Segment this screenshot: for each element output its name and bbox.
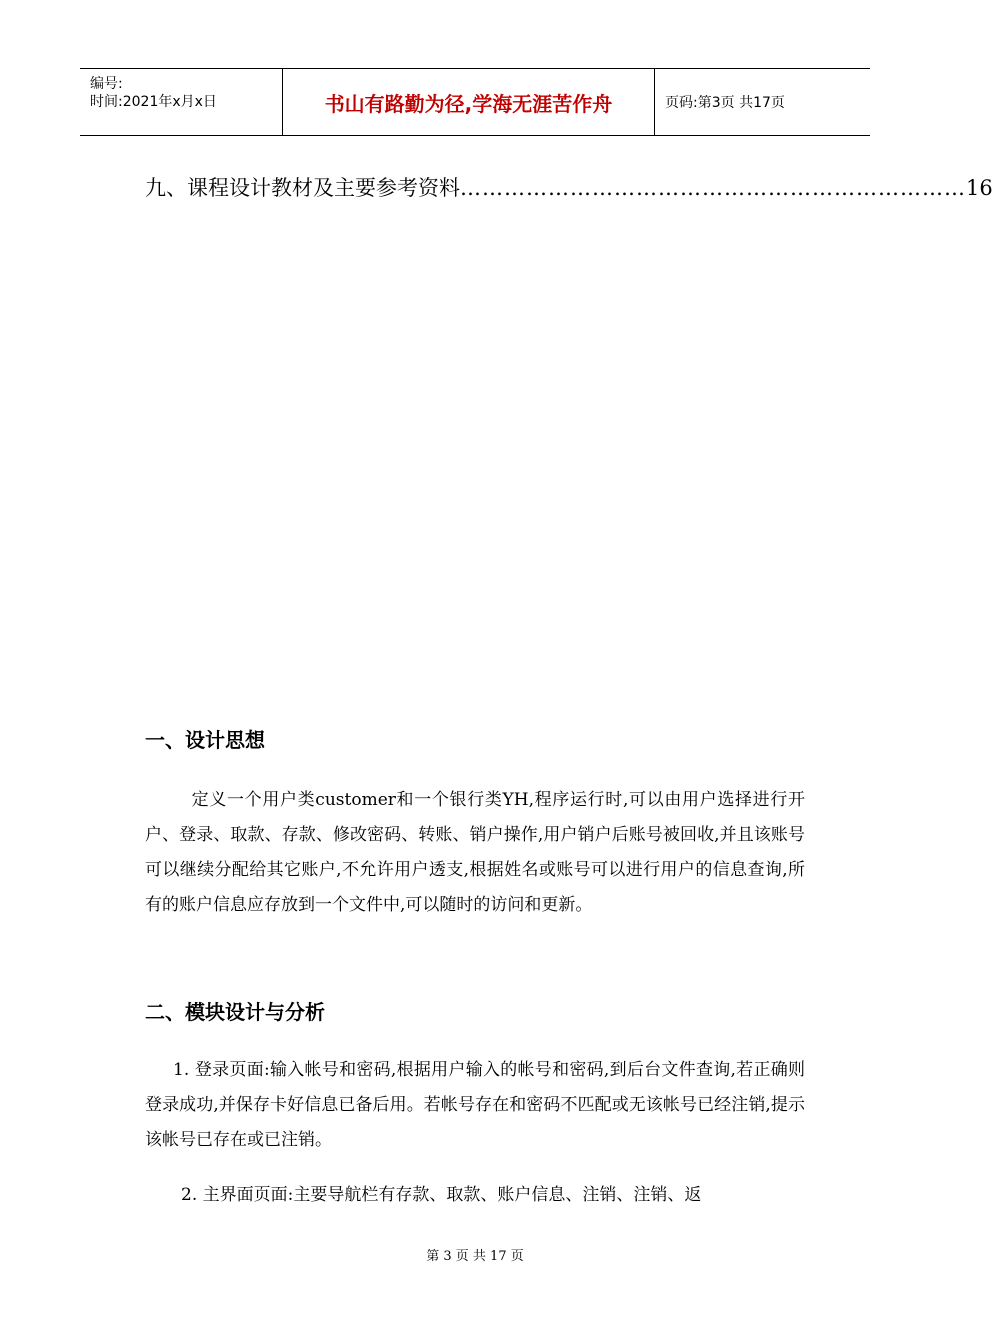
- header-meta: [80, 69, 282, 135]
- section2-title: 二、模块设计与分析: [145, 1000, 325, 1024]
- section2-item2: [145, 1178, 805, 1213]
- header-motto-cell: [282, 69, 655, 135]
- section2-item1: [145, 1053, 805, 1158]
- section1-paragraph-text: 定义一个用户类customer和一个银行类YH,程序运行时,可以由用户选择进行开户、登录、取款、存款、修改密码、转账、销户操作,用户销户后账号被回收,并且该账号可以继续分配给其它账户,不允许用户透支,根据姓名或账号可以进行用户的信息查询,所有的账户信息应存放到一个文件中,可以随时的访问和更新。: [145, 790, 805, 915]
- document-header: [80, 68, 870, 136]
- motto: 书山有路勤为径,学海无涯苦作舟: [324, 91, 613, 116]
- section2-item1-text: 1. 登录页面:输入帐号和密码,根据用户输入的帐号和密码,到后台文件查询,若正确则登录成功,并保存卡好信息已备后用。若帐号存在和密码不匹配或无该帐号已经注销,提示该帐号已存在或已注销。: [145, 1060, 805, 1150]
- toc-entry: [145, 172, 993, 202]
- section2-item2-text: 2. 主界面页面:主要导航栏有存款、取款、账户信息、注销、注销、返: [181, 1185, 702, 1205]
- toc-page-number: 16: [966, 176, 993, 200]
- page-footer: 第 3 页 共 17 页: [426, 1249, 524, 1264]
- section1-paragraph: [145, 783, 805, 923]
- number-label: 编号:: [90, 76, 123, 92]
- toc-leader-dots: ……………………………………………………………: [460, 176, 966, 200]
- toc-entry-text: 九、课程设计教材及主要参考资料: [145, 176, 460, 200]
- section1-title: 一、设计思想: [145, 728, 265, 752]
- page-info: 页码:第3页 共17页: [665, 95, 785, 111]
- header-page-info: [655, 69, 870, 135]
- time-label: 时间:2021年x月x日: [90, 94, 217, 110]
